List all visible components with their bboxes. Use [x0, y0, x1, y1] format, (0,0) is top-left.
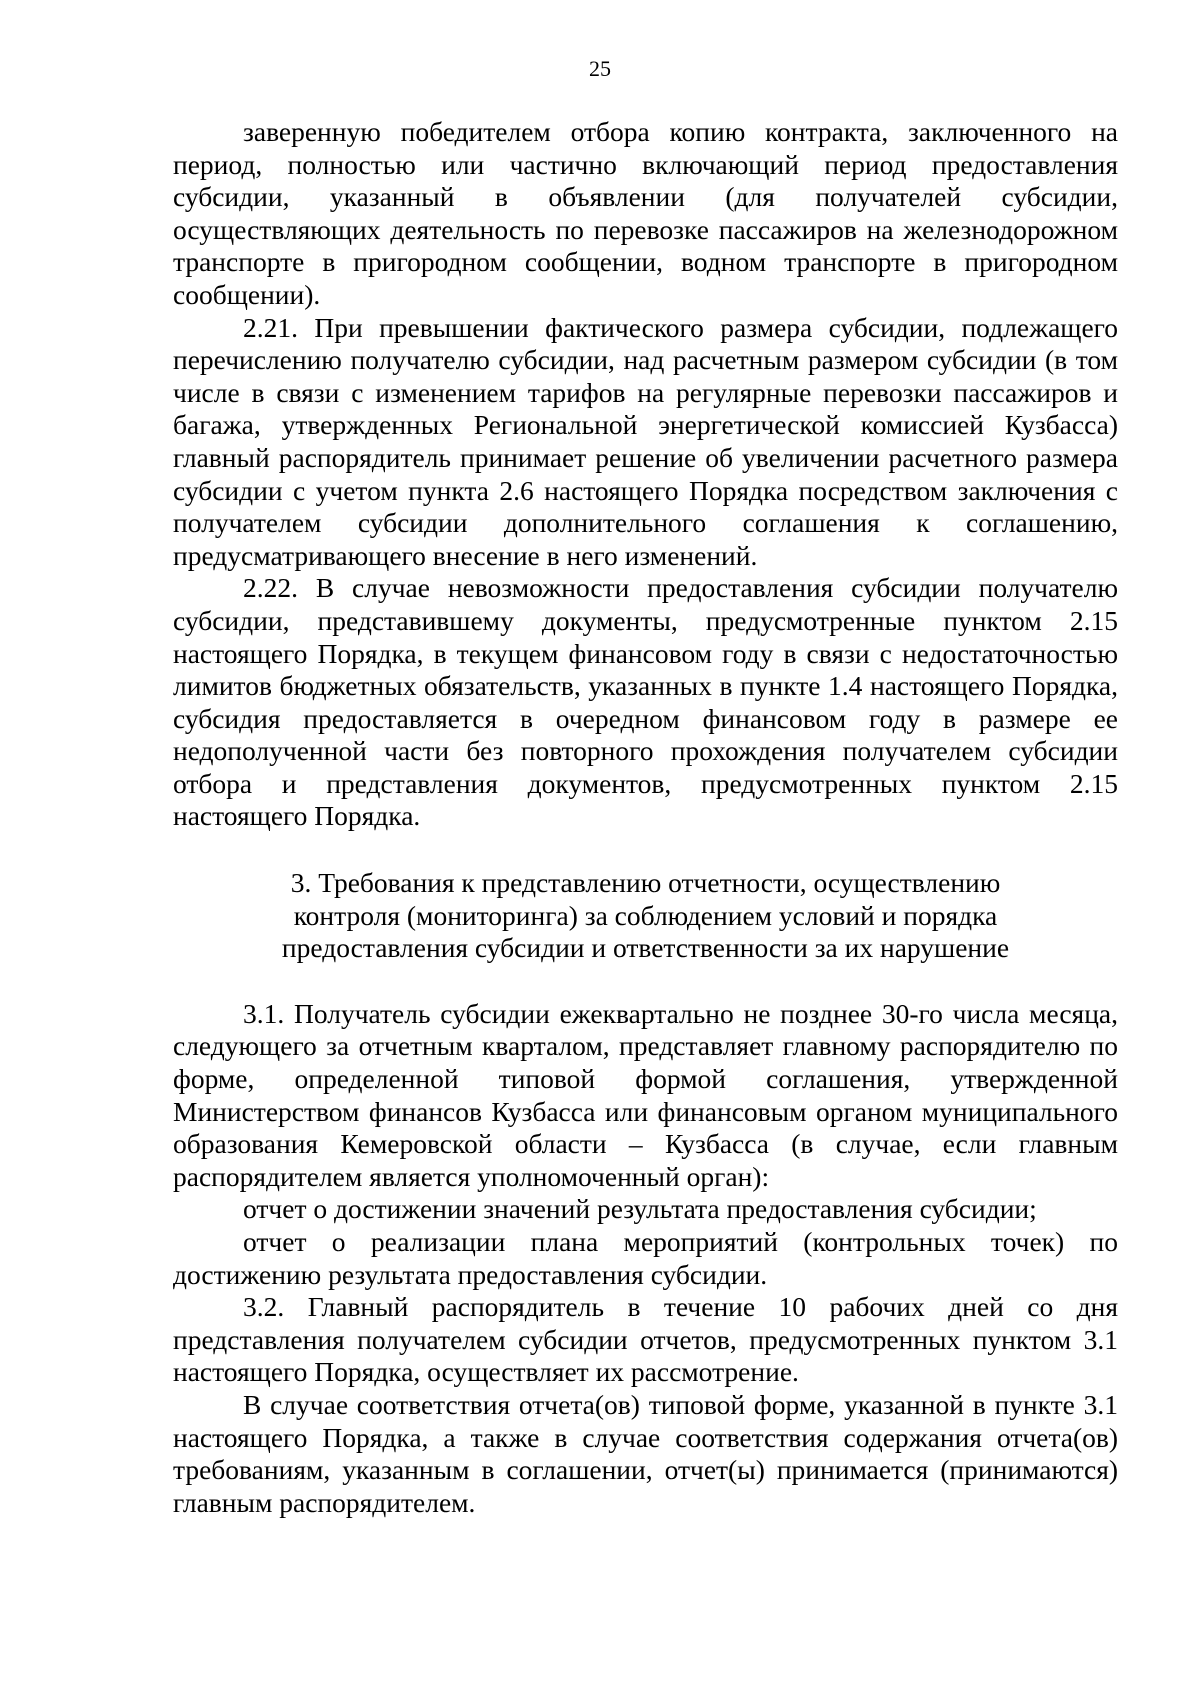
section-heading-line: 3. Требования к представлению отчетности, осуществлению [290, 867, 1001, 899]
section-heading [173, 867, 1118, 965]
paragraph-report-acceptance: В случае соответствия отчета(ов) типовой форме, указанной в пункте 3.1 настоящего Порядка, а также в случае соответствия содержания отчета(ов) требованиям, указанным в соглашении, отчет(ы) принимается (принимаются) главным распорядителем. [173, 1388, 1118, 1518]
paragraph-report-plan: отчет о реализации плана мероприятий (контрольных точек) по достижению результата предоставления субсидии. [173, 1226, 1118, 1290]
section-heading-line: предоставления субсидии и ответственности за их нарушение [281, 932, 1010, 964]
paragraph-2-21: 2.21. При превышении фактического размера субсидии, подлежащего перечислению получателю субсидии, над расчетным размером субсидии (в том числе в связи с изменением тарифов на регулярные перевозки пассажиров и багажа, утвержденных Региональной энергетической комиссией Кузбасса) главный распорядитель принимает решение об увеличении расчетного размера субсидии с учетом пункта 2.6 настоящего Порядка посредством заключения с получателем субсидии дополнительного соглашения к соглашению, предусматривающего внесение в него изменений. [173, 311, 1118, 571]
section-heading-line: контроля (мониторинга) за соблюдением условий и порядка [293, 899, 998, 931]
document-body [173, 116, 1118, 1519]
paragraph-contract-copy: заверенную победителем отбора копию контракта, заключенного на период, полностью или частично включающий период предоставления субсидии, указанный в объявлении (для получателей субсидии, осуществляющих деятельность по перевозке пассажиров на железнодорожном транспорте в пригородном сообщении, водном транспорте в пригородном сообщении). [173, 116, 1118, 310]
paragraph-2-22: 2.22. В случае невозможности предоставления субсидии получателю субсидии, представившему документы, предусмотренные пунктом 2.15 настоящего Порядка, в текущем финансовом году в связи с недостаточностью лимитов бюджетных обязательств, указанных в пункте 1.4 настоящего Порядка, субсидия предоставляется в очередном финансовом году в размере ее недополученной части без повторного прохождения получателем субсидии отбора и представления документов, предусмотренных пунктом 2.15 настоящего Порядка. [173, 572, 1118, 832]
paragraph-3-1: 3.1. Получатель субсидии ежеквартально не позднее 30-го числа месяца, следующего за отчетным кварталом, представляет главному распорядителю по форме, определенной типовой формой соглашения, утвержденной Министерством финансов Кузбасса или финансовым органом муниципального образования Кемеровской области – Кузбасса (в случае, если главным распорядителем является уполномоченный орган): [173, 997, 1118, 1192]
paragraph-3-2: 3.2. Главный распорядитель в течение 10 рабочих дней со дня представления получателем субсидии отчетов, предусмотренных пунктом 3.1 настоящего Порядка, осуществляет их рассмотрение. [173, 1291, 1118, 1388]
page-number: 25 [589, 56, 611, 81]
paragraph-report-results: отчет о достижении значений результата предоставления субсидии; [243, 1193, 1037, 1225]
